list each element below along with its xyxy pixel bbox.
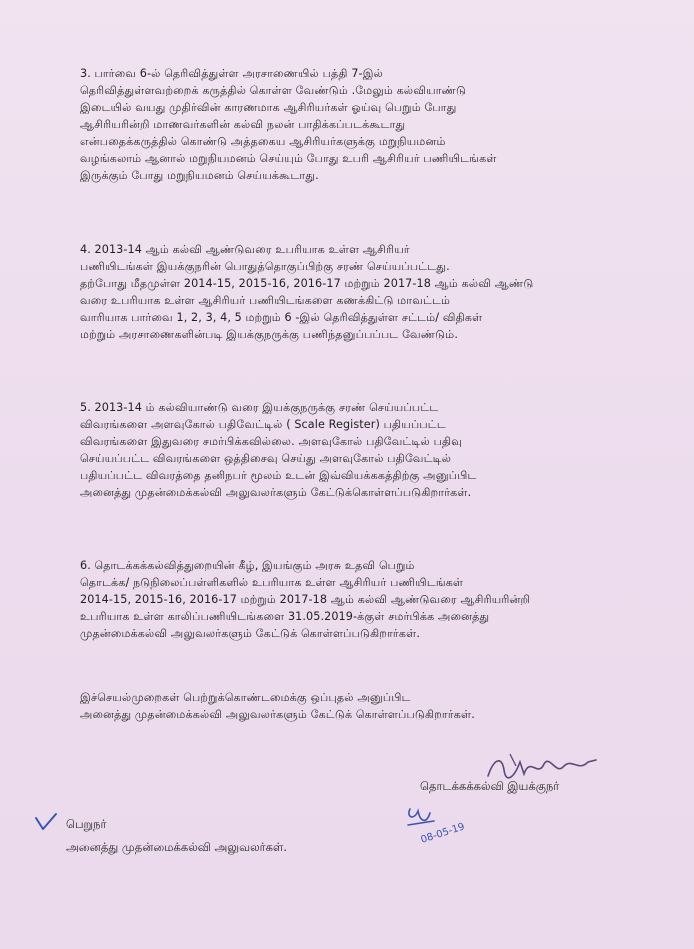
text-line: அனைத்து முதன்மைக்கல்வி அலுவலர்களும் கேட்டுக்கொள்ளப்படுகிறார்கள். [80, 486, 472, 499]
text-line: பணியிடங்கள் இயக்குநரின் பொதுத்தொகுப்பிற்கு சரண் செய்யப்பட்டது. [80, 260, 450, 273]
text-line: என்பதைக்கருத்தில் கொண்டு அத்தகைய ஆசிரியர்களுக்கு மறுநியமனம் [80, 135, 446, 148]
text-line: 2014-15, 2015-16, 2016-17 மற்றும் 2017-18 ஆம் கல்வி ஆண்டுவரை ஆசிரியரின்றி [80, 593, 531, 606]
paragraph-5 [80, 399, 620, 501]
text-line: விவரங்களை அளவுகோல் பதிவேட்டில் ( Scale Register) பதியப்பட்ட [80, 418, 446, 431]
text-line: 6. தொடக்கக்கல்வித்துறையின் கீழ், இயங்கும் அரசு உதவி பெறும் [80, 559, 415, 572]
text-line: தெரிவித்துள்ளவற்றைக் கருத்தில் கொள்ள வேண்டும் .மேலும் கல்வியாண்டு [80, 84, 467, 97]
text-line: அனைத்து முதன்மைக்கல்வி அலுவலர்களும் கேட்டுக் கொள்ளப்படுகிறார்கள். [80, 708, 475, 721]
text-line: தற்போது மீதமுள்ள 2014-15, 2015-16, 2016-17 மற்றும் 2017-18 ஆம் கல்வி ஆண்டு [80, 277, 534, 290]
text-line: வரை உபரியாக உள்ள ஆசிரியர் பணியிடங்களை கணக்கிட்டு மாவட்டம் [80, 294, 451, 307]
text-line: வாரியாக பார்வை 1, 2, 3, 4, 5 மற்றும் 6 -இல் தெரிவித்துள்ள சட்டம்/ விதிகள் [80, 311, 483, 324]
text-line: 5. 2013-14 ம் கல்வியாண்டு வரை இயக்குநருக்கு சரண் செய்யப்பட்ட [80, 401, 439, 414]
text-line: முதன்மைக்கல்வி அலுவலர்களும் கேட்டுக் கொள்ளப்படுகிறார்கள். [80, 627, 420, 640]
paragraph-4 [80, 241, 620, 343]
text-line: இருக்கும் போது மறுநியமனம் செய்யக்கூடாது. [80, 169, 319, 182]
recipient-name: அனைத்து முதன்மைக்கல்வி அலுவலர்கள். [66, 840, 288, 854]
text-line: தொடக்க/ நடுநிலைப்பள்ளிகளில் உபரியாக உள்ள ஆசிரியர் பணியிடங்கள் [80, 576, 464, 589]
text-line: ஆசிரியரின்றி மாணவர்களின் கல்வி நலன் பாதிக்கப்படக்கூடாது [80, 118, 406, 131]
text-line: இச்செயல்முறைகள் பெற்றுக்கொண்டமைக்கு ஒப்புதல் அனுப்பிட [80, 691, 411, 704]
paragraph-3 [80, 65, 620, 184]
text-line: இடையில் வயது முதிர்வின் காரணமாக ஆசிரியர்கள் ஓய்வு பெறும் போது [80, 101, 457, 114]
paragraph-closing [80, 689, 610, 723]
text-line: பதியப்பட்ட விவரத்தை தனிநபர் மூலம் உடன் இவ்வியக்ககத்திற்கு அனுப்பிட [80, 469, 477, 482]
text-line: 4. 2013-14 ஆம் கல்வி ஆண்டுவரை உபரியாக உள்ள ஆசிரியர் [80, 243, 410, 256]
checkmark-icon [34, 812, 58, 832]
text-line: விவரங்களை இதுவரை சமர்பிக்கவில்லை. அளவுகோல் பதிவேட்டில் பதிவு [80, 435, 463, 448]
text-line: வழங்கலாம் ஆனால் மறுநியமனம் செய்யும் போது உபரி ஆசிரியர் பணியிடங்கள் [80, 152, 497, 165]
initial-date-text: 08-05-19 [419, 821, 467, 846]
handwritten-initial-date [400, 803, 480, 848]
text-line: உபரியாக உள்ள காலிப்பணியிடங்களை 31.05.2019-க்குள் சமர்பிக்க அனைத்து [80, 610, 490, 623]
recipient-label: பெறுநர் [66, 817, 107, 831]
signatory-title: தொடக்கக்கல்வி இயக்குநர் [420, 779, 560, 793]
text-line: 3. பார்வை 6-ல் தெரிவித்துள்ள அரசாணையில் பத்தி 7-இல் [80, 67, 384, 80]
text-line: மற்றும் அரசாணைகளின்படி இயக்குநருக்கு பணிந்தனுப்பப்பட வேண்டும். [80, 328, 458, 341]
paragraph-6 [80, 557, 620, 642]
text-line: செய்யப்பட்ட விவரங்களை ஒத்திசைவு செய்து அளவுகோல் பதிவேட்டில் [80, 452, 452, 465]
